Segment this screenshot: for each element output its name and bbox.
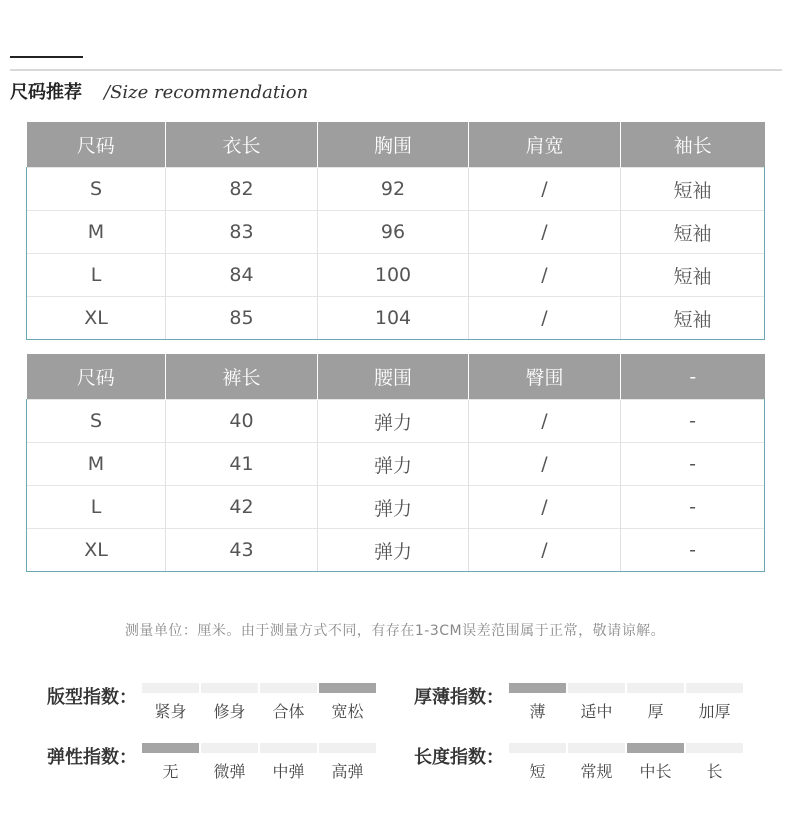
index-option-label: 薄 bbox=[529, 702, 546, 721]
header-hip: 臀围 bbox=[469, 354, 621, 400]
table-cell: - bbox=[621, 400, 765, 443]
table-row bbox=[27, 529, 765, 572]
table-cell: / bbox=[469, 254, 621, 297]
index-option-label: 中长 bbox=[639, 762, 672, 781]
table-cell: 92 bbox=[318, 168, 469, 211]
table-cell: / bbox=[469, 211, 621, 254]
table-cell: 弹力 bbox=[318, 486, 469, 529]
index-option bbox=[319, 683, 376, 722]
bottom-size-table bbox=[26, 354, 765, 572]
table-cell: L bbox=[27, 254, 166, 297]
table-row bbox=[27, 400, 765, 443]
table-cell: 弹力 bbox=[318, 529, 469, 572]
header-chest: 胸围 bbox=[318, 122, 469, 168]
table-cell: 弹力 bbox=[318, 443, 469, 486]
index-bar bbox=[142, 683, 199, 693]
index-bar bbox=[319, 683, 376, 693]
header-size: 尺码 bbox=[27, 122, 166, 168]
index-bar bbox=[509, 683, 566, 693]
table-cell: 83 bbox=[166, 211, 318, 254]
index-option-label: 修身 bbox=[213, 702, 246, 721]
section-title bbox=[10, 78, 308, 104]
index-option-label: 长 bbox=[706, 762, 723, 781]
index-option-label: 高弹 bbox=[331, 762, 364, 781]
index-bar bbox=[686, 683, 743, 693]
index-option-label: 微弹 bbox=[213, 762, 246, 781]
index-option bbox=[686, 683, 743, 722]
table-cell: XL bbox=[27, 529, 166, 572]
table-cell: 43 bbox=[166, 529, 318, 572]
index-option bbox=[260, 683, 317, 722]
index-option bbox=[686, 743, 743, 782]
table-cell: 100 bbox=[318, 254, 469, 297]
table-cell: 40 bbox=[166, 400, 318, 443]
thickness-index bbox=[414, 683, 744, 723]
header-size: 尺码 bbox=[27, 354, 166, 400]
table-row bbox=[27, 254, 765, 297]
fit-index bbox=[47, 683, 377, 723]
table-cell: / bbox=[469, 443, 621, 486]
measurement-note: 测量单位：厘米。由于测量方式不同，有存在1-3CM误差范围属于正常，敬请谅解。 bbox=[124, 623, 666, 639]
table-cell: L bbox=[27, 486, 166, 529]
index-bar bbox=[509, 743, 566, 753]
index-bar bbox=[568, 683, 625, 693]
index-option-label: 宽松 bbox=[331, 702, 364, 721]
table-cell: 85 bbox=[166, 297, 318, 340]
index-option-label: 厚 bbox=[647, 702, 664, 721]
index-option-label: 中弹 bbox=[272, 762, 305, 781]
index-option bbox=[627, 683, 684, 722]
table-cell: 短袖 bbox=[621, 211, 765, 254]
table-cell: 96 bbox=[318, 211, 469, 254]
index-option bbox=[568, 683, 625, 722]
table-cell: - bbox=[621, 529, 765, 572]
table-row bbox=[27, 297, 765, 340]
index-option bbox=[142, 743, 199, 782]
header-length: 衣长 bbox=[166, 122, 318, 168]
index-bar bbox=[686, 743, 743, 753]
table-cell: / bbox=[469, 168, 621, 211]
table-row bbox=[27, 443, 765, 486]
index-option-label: 短 bbox=[529, 762, 546, 781]
divider-line bbox=[10, 69, 782, 71]
index-option bbox=[260, 743, 317, 782]
elasticity-index-label: 弹性指数： bbox=[47, 747, 137, 768]
index-option-label: 合体 bbox=[272, 702, 305, 721]
table-cell: 104 bbox=[318, 297, 469, 340]
table-cell: - bbox=[621, 486, 765, 529]
header-waist: 腰围 bbox=[318, 354, 469, 400]
table-cell: 短袖 bbox=[621, 297, 765, 340]
title-english: /Size recommendation bbox=[104, 82, 309, 103]
table-cell: XL bbox=[27, 297, 166, 340]
index-option bbox=[201, 743, 258, 782]
header-shoulder: 肩宽 bbox=[469, 122, 621, 168]
header-empty: - bbox=[621, 354, 765, 400]
table-cell: S bbox=[27, 400, 166, 443]
title-accent-line bbox=[10, 56, 83, 58]
index-option bbox=[319, 743, 376, 782]
thickness-index-label: 厚薄指数： bbox=[414, 687, 504, 708]
index-bar bbox=[201, 743, 258, 753]
index-bar bbox=[627, 743, 684, 753]
index-option bbox=[568, 743, 625, 782]
index-bar bbox=[260, 683, 317, 693]
table-row bbox=[27, 211, 765, 254]
index-option bbox=[509, 743, 566, 782]
index-option-label: 紧身 bbox=[154, 702, 187, 721]
table-cell: S bbox=[27, 168, 166, 211]
index-option bbox=[509, 683, 566, 722]
fit-index-label: 版型指数： bbox=[47, 687, 137, 708]
index-option-label: 常规 bbox=[580, 762, 613, 781]
table-cell: - bbox=[621, 443, 765, 486]
index-option-label: 无 bbox=[162, 762, 179, 781]
index-option bbox=[142, 683, 199, 722]
table-row bbox=[27, 168, 765, 211]
index-bar bbox=[201, 683, 258, 693]
header-pants-length: 裤长 bbox=[166, 354, 318, 400]
table-cell: 41 bbox=[166, 443, 318, 486]
table-row bbox=[27, 486, 765, 529]
table-header-row bbox=[27, 122, 765, 168]
index-bar bbox=[568, 743, 625, 753]
length-index bbox=[414, 743, 744, 783]
table-cell: M bbox=[27, 443, 166, 486]
length-index-label: 长度指数： bbox=[414, 747, 504, 768]
table-cell: 短袖 bbox=[621, 168, 765, 211]
index-bar bbox=[319, 743, 376, 753]
top-size-table bbox=[26, 122, 765, 340]
table-cell: / bbox=[469, 486, 621, 529]
table-cell: 82 bbox=[166, 168, 318, 211]
table-cell: / bbox=[469, 529, 621, 572]
table-cell: 42 bbox=[166, 486, 318, 529]
index-bar bbox=[260, 743, 317, 753]
index-option-label: 适中 bbox=[580, 702, 613, 721]
index-bar bbox=[142, 743, 199, 753]
index-option bbox=[201, 683, 258, 722]
header-sleeve: 袖长 bbox=[621, 122, 765, 168]
table-cell: M bbox=[27, 211, 166, 254]
index-option bbox=[627, 743, 684, 782]
table-header-row bbox=[27, 354, 765, 400]
index-option-label: 加厚 bbox=[698, 702, 731, 721]
index-bar bbox=[627, 683, 684, 693]
table-cell: / bbox=[469, 297, 621, 340]
table-cell: 短袖 bbox=[621, 254, 765, 297]
title-chinese: 尺码推荐 bbox=[10, 82, 82, 103]
table-cell: / bbox=[469, 400, 621, 443]
table-cell: 84 bbox=[166, 254, 318, 297]
table-cell: 弹力 bbox=[318, 400, 469, 443]
elasticity-index bbox=[47, 743, 377, 783]
